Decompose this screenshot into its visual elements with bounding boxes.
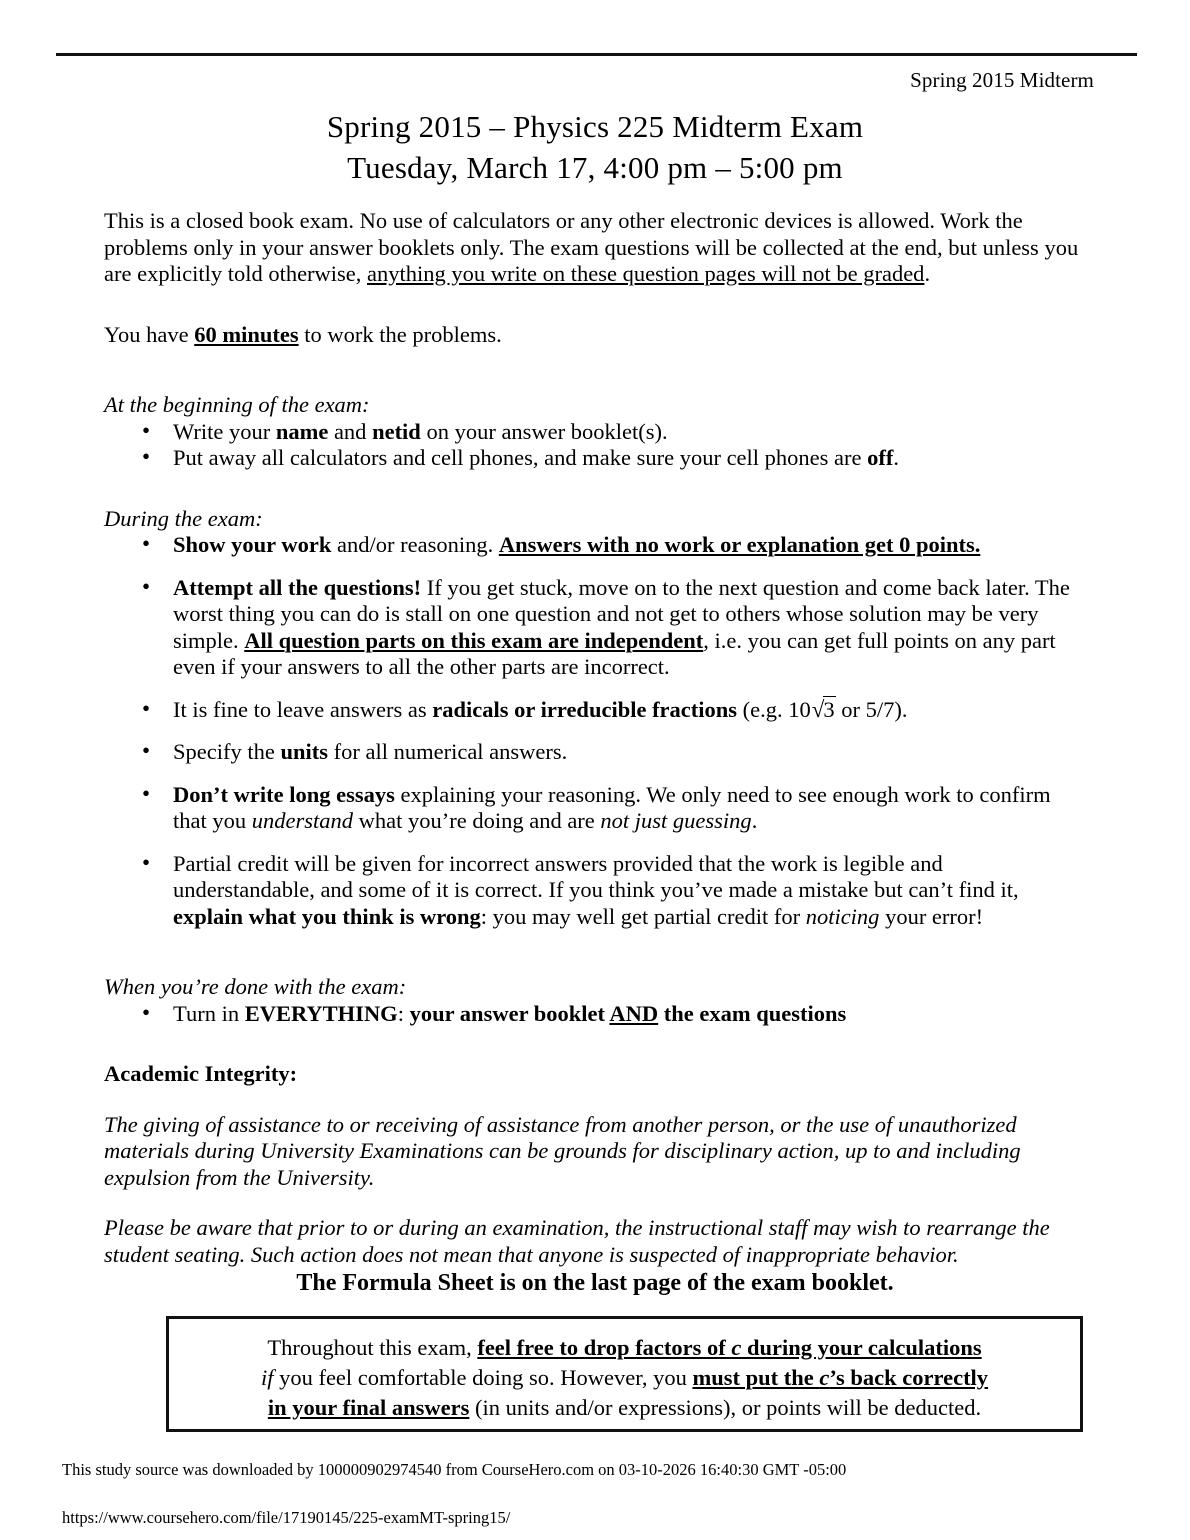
download-attribution: This study source was downloaded by 100000902974540 from CourseHero.com on 03-10-2026 16:40:30 GMT -05:00 bbox=[62, 1460, 847, 1479]
bullet-text: Write your bbox=[173, 418, 276, 444]
bullet-bold-units: units bbox=[280, 739, 328, 764]
bullet-text: and/or reasoning. bbox=[331, 532, 499, 557]
bullet-text: Turn in bbox=[173, 1000, 245, 1026]
bullet-bold-radicals: radicals or irreducible fractions bbox=[432, 696, 738, 722]
formula-sheet-note: The Formula Sheet is on the last page of the exam booklet. bbox=[296, 1270, 894, 1296]
section-heading-during: During the exam: bbox=[104, 505, 263, 531]
bullet-bold-netid: netid bbox=[372, 418, 421, 444]
bullet-text: for all numerical answers. bbox=[328, 739, 568, 764]
bullet-italic-noticing: noticing bbox=[805, 903, 880, 929]
bullet-italic-guessing: not just guessing bbox=[600, 808, 752, 833]
callout-line-3 bbox=[169, 1393, 1080, 1423]
bullet-text: It is fine to leave answers as bbox=[173, 696, 433, 722]
list-item bbox=[104, 1001, 1086, 1028]
bullet-text: . bbox=[893, 445, 900, 470]
callout-italic-c: c bbox=[819, 1365, 830, 1390]
square-root-icon: √ bbox=[811, 696, 825, 722]
bullet-italic-understand: understand bbox=[251, 808, 353, 833]
time-prefix: You have bbox=[104, 321, 195, 347]
callout-italic-if: if bbox=[260, 1365, 274, 1390]
header-rule bbox=[56, 53, 1137, 56]
time-allotment bbox=[104, 322, 1086, 349]
bullet-bold-off: off bbox=[867, 445, 894, 470]
radicand-value: 3 bbox=[823, 696, 835, 722]
done-bullet-list bbox=[104, 1001, 1086, 1028]
list-item bbox=[104, 697, 1086, 724]
running-header: Spring 2015 Midterm bbox=[910, 68, 1094, 92]
radical-expression bbox=[811, 697, 836, 724]
bullet-bold-explain: explain what you think is wrong bbox=[173, 903, 481, 929]
bullet-bold-questions: the exam questions bbox=[658, 1000, 847, 1026]
list-item bbox=[104, 445, 1086, 472]
callout-text-span: you feel comfortable doing so. However, you bbox=[273, 1365, 693, 1390]
intro-period: . bbox=[924, 261, 931, 286]
bullet-emphasis-no-work: Answers with no work or explanation get 0 points. bbox=[498, 532, 981, 557]
callout-emphasis-1 bbox=[477, 1335, 981, 1360]
callout-line-2 bbox=[169, 1363, 1080, 1393]
bullet-bold-name: name bbox=[275, 418, 329, 444]
bullet-text: on your answer booklet(s). bbox=[420, 418, 668, 444]
exam-instructions bbox=[104, 208, 1086, 1268]
bullet-text: . bbox=[751, 808, 758, 833]
bullet-bold-essays: Don’t write long essays bbox=[173, 781, 395, 807]
page-title bbox=[0, 106, 1190, 188]
bullet-bold-booklet: your answer booklet bbox=[409, 1000, 610, 1026]
bullet-text: or 5/7). bbox=[835, 696, 908, 722]
bullet-text: explaining your reasoning. We only need to see enough work to confirm that you bbox=[173, 781, 1051, 833]
callout-text-span: (in units and/or expressions), or points will be deducted. bbox=[469, 1395, 982, 1420]
intro-paragraph bbox=[104, 208, 1086, 288]
intro-sentence: This is a closed book exam. No use of calculators or any other electronic devices is allowed. Work the problems only in your answer booklets only. The exam questions will be collected at the end, but unless you are explicitly told otherwise, bbox=[104, 208, 1079, 286]
bullet-text: If you get stuck, move on to the next question and come back later. The worst thing you can do is stall on one question and not get to others whose solution may be very simple. bbox=[173, 574, 1070, 653]
callout-line-1 bbox=[169, 1333, 1080, 1363]
drop-factors-callout-box bbox=[166, 1316, 1083, 1432]
callout-text-span: Throughout this exam, bbox=[267, 1335, 478, 1360]
academic-integrity-paragraph-1: The giving of assistance to or receiving of assistance from another person, or the use of unauthorized materials during University Examinations can be grounds for disciplinary action, up to and including expulsion from the University. bbox=[104, 1111, 1021, 1190]
bullet-text: what you’re doing and are bbox=[353, 808, 601, 833]
callout-text-span: during your calculations bbox=[741, 1335, 982, 1360]
callout-text-span: must put the bbox=[692, 1365, 820, 1390]
bullet-emphasis-independent: All question parts on this exam are independent bbox=[244, 627, 704, 653]
list-item bbox=[104, 782, 1086, 835]
intro-emphasis: anything you write on these question pages will not be graded bbox=[367, 261, 925, 286]
bullet-text: Put away all calculators and cell phones, and make sure your cell phones are bbox=[173, 445, 868, 470]
list-item bbox=[104, 532, 1086, 559]
list-item bbox=[104, 739, 1086, 766]
callout-emphasis-3: in your final answers bbox=[267, 1395, 470, 1420]
bullet-text: , i.e. you can get full points on any part even if your answers to all the other parts are incorrect. bbox=[173, 627, 1056, 679]
academic-integrity-paragraph-2: Please be aware that prior to or during an examination, the instructional staff may wish to rearrange the student seating. Such action does not mean that anyone is suspected of inappropriate behavior. bbox=[104, 1215, 1050, 1267]
bullet-text: your error! bbox=[879, 903, 984, 929]
callout-italic-c: c bbox=[731, 1335, 742, 1360]
section-heading-beginning: At the beginning of the exam: bbox=[104, 392, 370, 417]
bullet-text: (e.g. 10 bbox=[737, 696, 811, 722]
time-emphasis: 60 minutes bbox=[194, 321, 299, 347]
bullet-emphasis-and: AND bbox=[609, 1000, 659, 1026]
section-heading-done: When you’re done with the exam: bbox=[104, 974, 407, 999]
bullet-bold-attempt: Attempt all the questions! bbox=[173, 574, 422, 600]
callout-emphasis-2 bbox=[692, 1365, 988, 1390]
bullet-bold-everything: EVERYTHING bbox=[244, 1000, 398, 1026]
beginning-bullet-list bbox=[104, 419, 1086, 472]
list-item bbox=[104, 851, 1086, 931]
bullet-text: : you may well get partial credit for bbox=[480, 903, 806, 929]
bullet-bold-show-work: Show your work bbox=[173, 532, 332, 557]
title-line-1: Spring 2015 – Physics 225 Midterm Exam bbox=[326, 109, 864, 144]
bullet-text: Partial credit will be given for incorrect answers provided that the work is legible and understandable, and some of it is correct. If you think you’ve made a mistake but can’t find it, bbox=[173, 850, 1019, 902]
callout-text-span: ’s back correctly bbox=[829, 1365, 989, 1390]
source-url[interactable]: https://www.coursehero.com/file/17190145/225-examMT-spring15/ bbox=[62, 1508, 511, 1527]
title-line-2: Tuesday, March 17, 4:00 pm – 5:00 pm bbox=[347, 150, 843, 185]
list-item bbox=[104, 419, 1086, 446]
section-heading-academic-integrity: Academic Integrity: bbox=[104, 1061, 298, 1086]
bullet-text: : bbox=[397, 1000, 410, 1026]
callout-text bbox=[169, 1319, 1080, 1423]
during-bullet-list bbox=[104, 532, 1086, 930]
time-suffix: to work the problems. bbox=[298, 321, 502, 347]
callout-text-span: feel free to drop factors of bbox=[477, 1335, 732, 1360]
bullet-text: Specify the bbox=[173, 739, 281, 764]
bullet-text: and bbox=[328, 418, 373, 444]
list-item bbox=[104, 575, 1086, 681]
